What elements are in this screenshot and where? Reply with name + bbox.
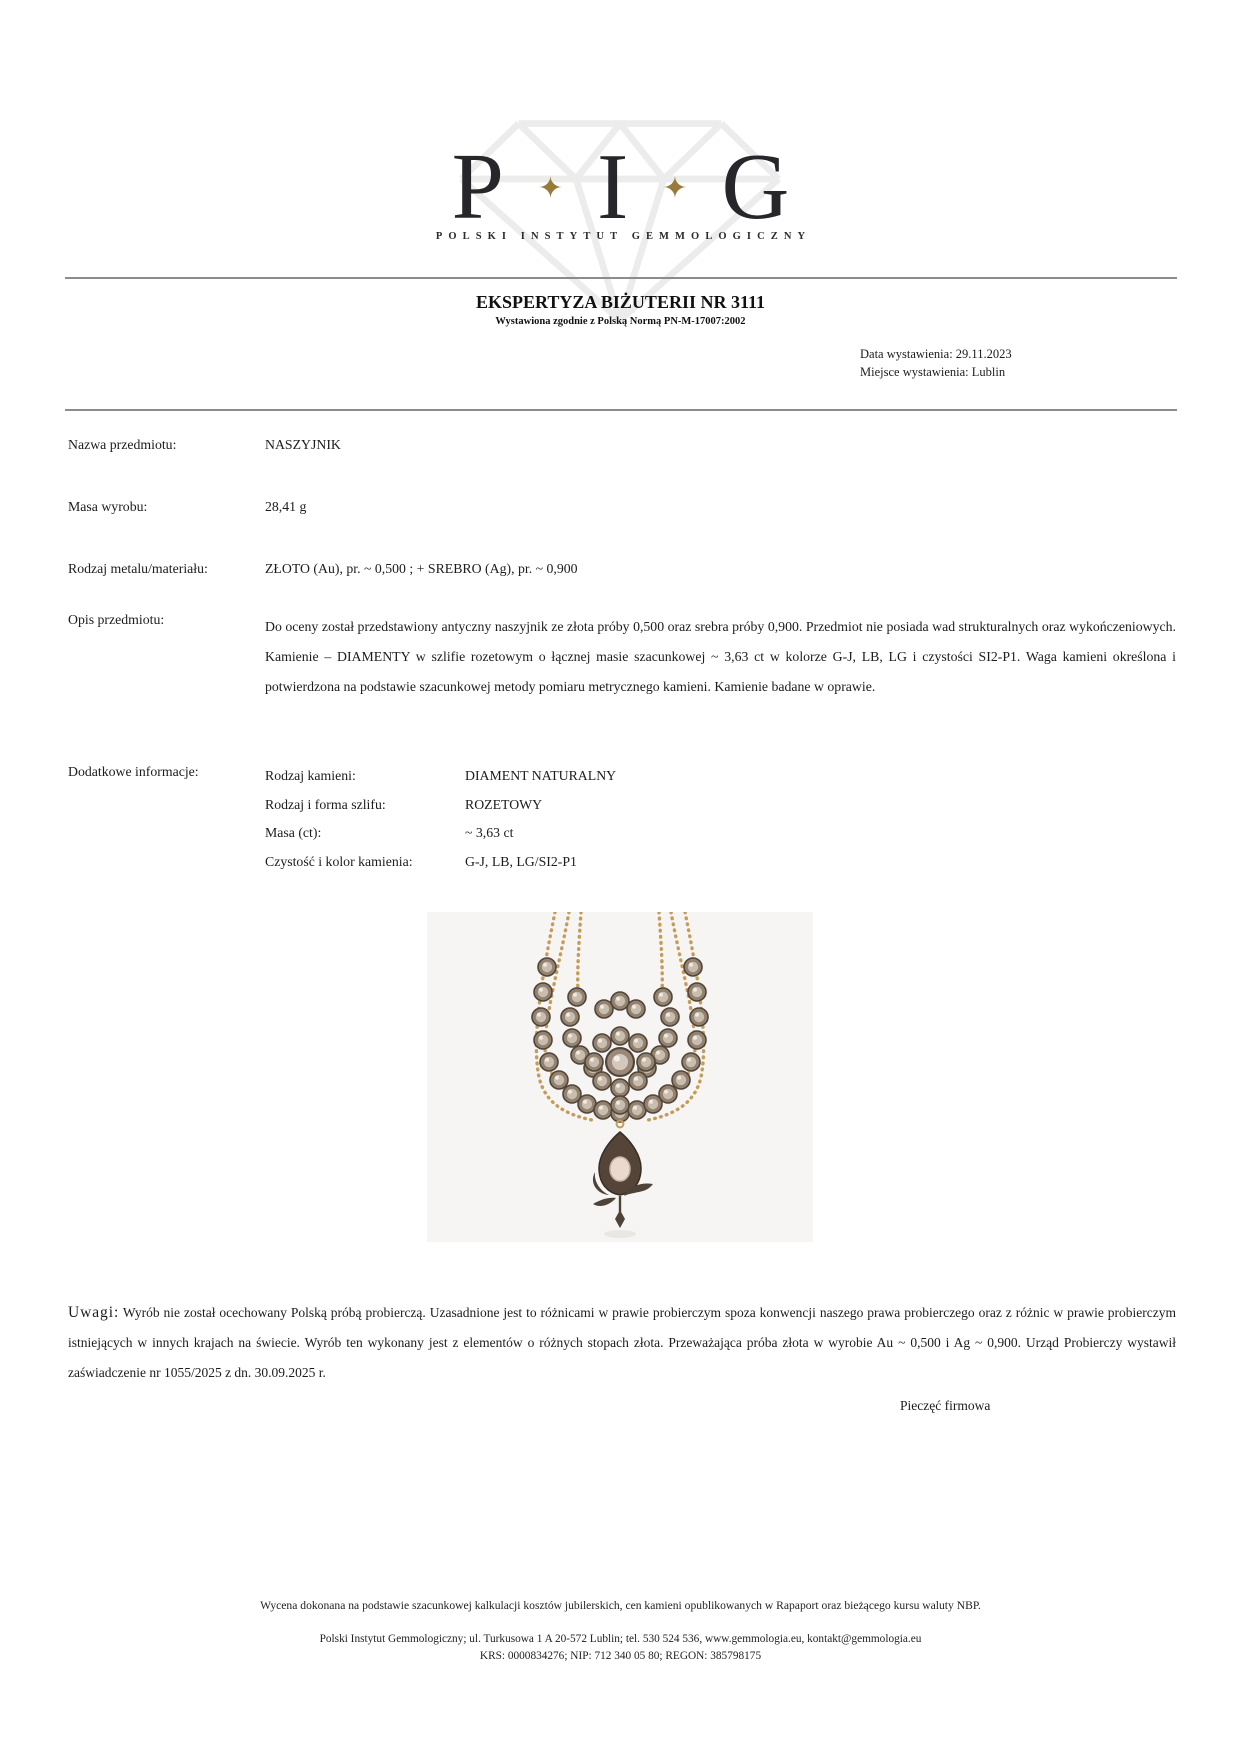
gold-star-icon: ✦ [662,172,688,205]
field-label: Nazwa przedmiotu: [68,437,177,452]
description-text: Do oceny został przedstawiony antyczny naszyjnik ze złota próby 0,500 oraz srebra próby 0,900. Przedmiot nie posiada wad strukturalnych oraz wykończeniowych. Kamienie – DIAMENTY w szlifie rozetowym o łącznej masie szacunkowej ~ 3,63 ct w kolorze G-J, LB, LG i czystości SI2-P1. Waga kamieni określona i potwierdzona na podstawie szacunkowej metody pomiaru metrycznego kamieni. Kamienie badane w oprawie. [265,619,1176,694]
field-label: Opis przedmiotu: [68,612,165,627]
footer-valuation-note: Wycena dokonana na podstawie szacunkowej kalkulacji kosztów jubilerskich, cen kamieni opublikowanych w Rapaport oraz bieżącego kursu waluty NBP. [260,1599,981,1612]
sub-value: DIAMENT NATURALNY [465,768,617,783]
logo-block [0,55,1241,260]
gold-star-icon: ✦ [537,172,564,205]
sub-value: G-J, LB, LG/SI2-P1 [465,853,577,869]
document-title: EKSPERTYZA BIŻUTERII NR 3111 [476,292,765,312]
field-value: 28,41 g [265,499,307,514]
remarks-text: Wyrób nie został ocechowany Polską próbą probierczą. Uzasadnione jest to różnicami w prawie probierczym spoza konwencji naszego prawa probierczego oraz z różnic w prawie probierczym istniejących w innych krajach na świecie. Wyrób ten wykonany jest z elementów o różnych stopach złota. Przeważająca próba złota w wyrobie Au ~ 0,500 i Ag ~ 0,900. Urząd Probierczy wystawił zaświadczenie nr 1055/2025 z dn. 30.09.2025 r. [68,1305,1176,1380]
field-value: ZŁOTO (Au), pr. ~ 0,500 ; + SREBRO (Ag), pr. ~ 0,900 [265,561,578,576]
sub-value: ROZETOWY [465,796,543,812]
remarks-paragraph [68,1298,1176,1388]
footer-registration: KRS: 0000834276; NIP: 712 340 05 80; REGON: 385798175 [479,1650,762,1662]
footer-address: Polski Instytut Gemmologiczny; ul. Turkusowa 1 A 20-572 Lublin; tel. 530 524 536, www.gemmologia.eu, kontakt@gemmologia.eu [319,1633,922,1645]
necklace-photo [427,912,813,1242]
field-label: Rodzaj metalu/materiału: [68,561,208,576]
logo-letter-g: G [721,135,790,239]
logo-letter-i: I [597,135,629,239]
logo-tagline: POLSKI INSTYTUT GEMMOLOGICZNY [435,231,812,242]
company-stamp-label: Pieczęć firmowa [900,1398,991,1413]
horizontal-divider-top [65,277,1177,279]
sub-label: Masa (ct): [265,825,322,840]
document-subtitle: Wystawiona zgodnie z Polską Normą PN-M-17007:2002 [495,316,746,327]
additional-info-sublabels [265,762,413,876]
logo-letter-p: P [451,135,504,239]
issue-info [860,345,1012,381]
issue-place: Miejsce wystawienia: Lublin [860,365,1006,379]
necklace-illustration [427,912,813,1242]
sub-label: Rodzaj i forma szlifu: [265,796,386,812]
additional-info-values [465,762,616,876]
sub-value: ~ 3,63 ct [465,825,514,840]
issue-date: Data wystawienia: 29.11.2023 [860,347,1012,361]
sub-label: Czystość i kolor kamienia: [265,853,413,869]
remarks-label: Uwagi: [68,1304,120,1321]
field-label: Masa wyrobu: [68,499,148,514]
additional-info-label: Dodatkowe informacje: [68,764,199,779]
horizontal-divider-header [65,409,1177,411]
field-value: NASZYJNIK [265,437,341,452]
sub-label: Rodzaj kamieni: [265,768,356,783]
